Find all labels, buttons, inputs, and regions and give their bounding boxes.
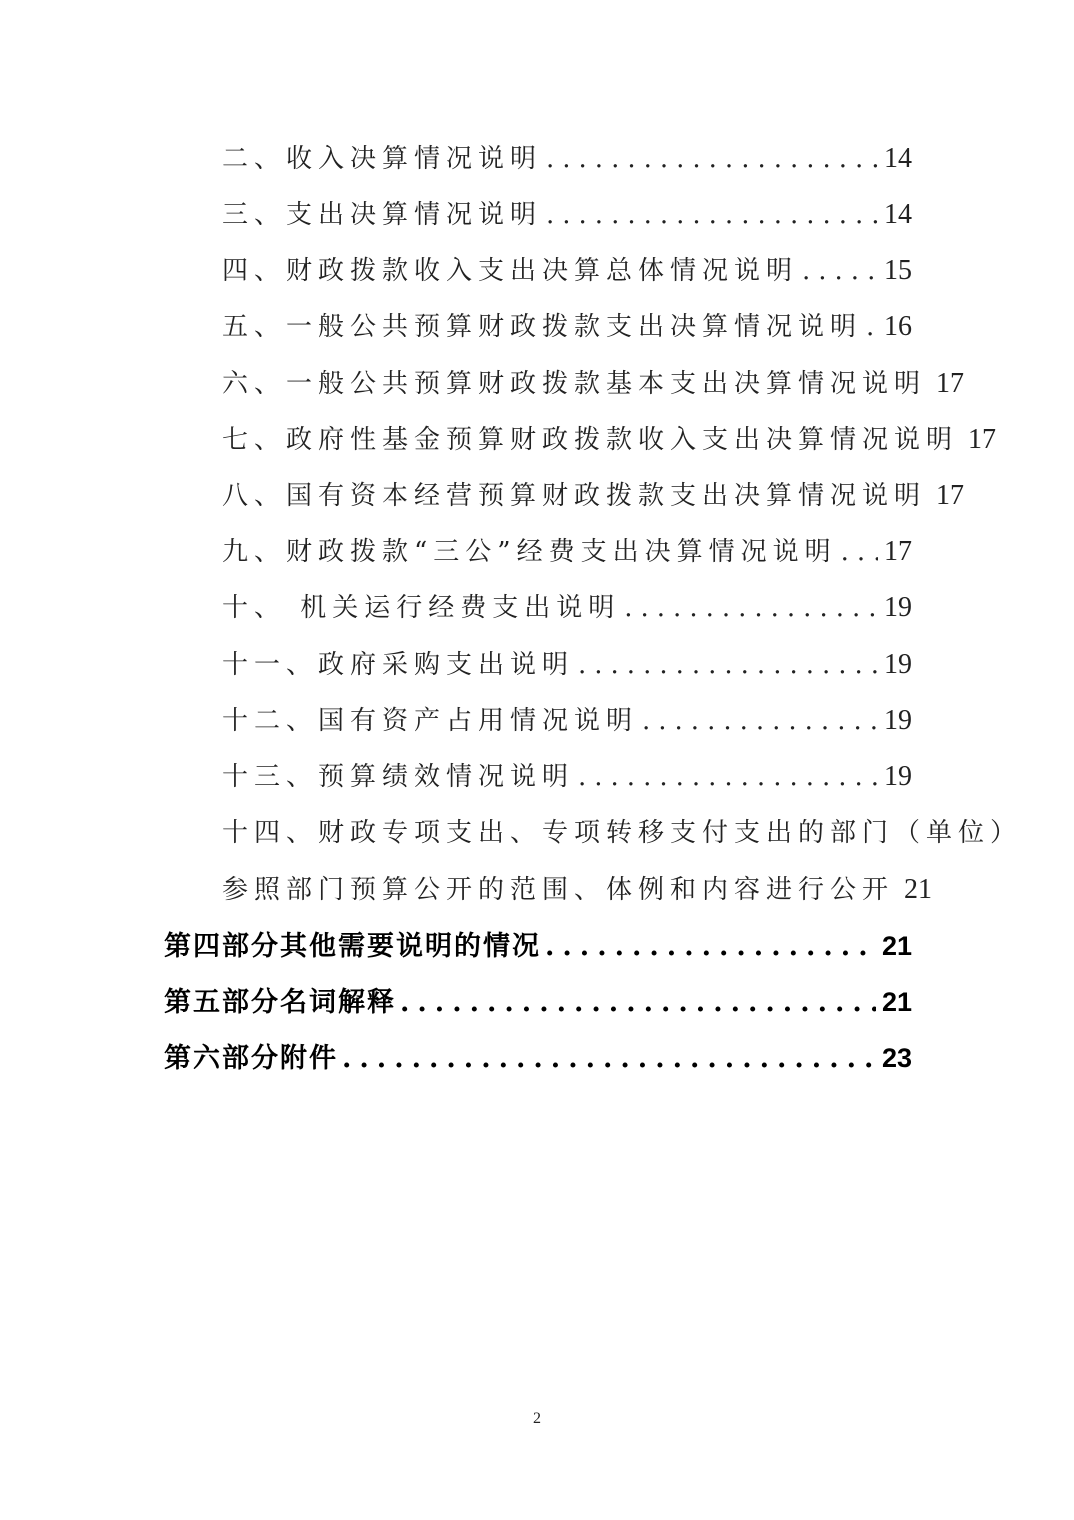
toc-entry[interactable] <box>222 251 912 291</box>
toc-leader-dots <box>342 1039 876 1079</box>
toc-entry-page: 15 <box>884 255 912 286</box>
page-number: 2 <box>533 1410 541 1427</box>
toc-entry-title: 八、国有资本经营预算财政拨款支出决算情况说明 <box>222 481 927 511</box>
toc-entry-page: 19 <box>884 592 912 623</box>
toc-entry-title: 十、 机关运行经费支出说明 <box>222 593 621 623</box>
toc-leader-dots <box>578 645 878 685</box>
toc-leader-dots <box>546 139 878 179</box>
toc-entry-title: 六、一般公共预算财政拨款基本支出决算情况说明 <box>222 369 927 399</box>
toc-leader-dots <box>400 983 876 1023</box>
toc-entry-page: 19 <box>884 761 912 792</box>
toc-entry-title: 参照部门预算公开的范围、体例和内容进行公开 <box>222 875 895 905</box>
toc-entry[interactable] <box>222 645 912 685</box>
toc-entry-page: 17 <box>936 480 965 511</box>
toc-part[interactable] <box>164 926 912 966</box>
toc-entry[interactable] <box>222 307 912 347</box>
toc-entry-title: 九、财政拨款“三公”经费支出决算情况说明 <box>222 537 837 567</box>
toc-entry-page: 17 <box>968 424 997 455</box>
toc-entry-page: 19 <box>884 705 912 736</box>
toc-entry-title: 五、一般公共预算财政拨款支出决算情况说明 <box>222 312 863 342</box>
toc-entry-page: 14 <box>884 199 912 230</box>
toc-entry-title: 二、收入决算情况说明 <box>222 144 543 174</box>
toc-leader-dots <box>841 532 878 572</box>
toc-entry-title: 七、政府性基金预算财政拨款收入支出决算情况说明 <box>222 425 959 455</box>
toc-entry[interactable] <box>222 139 912 179</box>
toc-part[interactable] <box>164 1038 912 1078</box>
toc-entry-page: 16 <box>884 311 912 342</box>
toc-entry-title: 十一、政府采购支出说明 <box>222 650 575 680</box>
toc-entry-title: 十四、财政专项支出、专项转移支付支出的部门（单位） <box>222 818 1023 848</box>
toc-entry[interactable] <box>222 813 1023 853</box>
toc-entry-page: 19 <box>884 649 912 680</box>
toc-part-title: 第五部分名词解释 <box>164 987 396 1018</box>
toc-entry[interactable] <box>222 420 997 460</box>
toc-leader-dots <box>578 757 878 797</box>
toc-entry[interactable] <box>222 701 912 741</box>
toc-part-page: 21 <box>881 931 912 961</box>
toc-part[interactable] <box>164 982 912 1022</box>
toc-part-title: 第六部分附件 <box>164 1043 338 1074</box>
toc-entry-title: 四、财政拨款收入支出决算总体情况说明 <box>222 256 799 286</box>
toc-entry-page: 14 <box>884 143 912 174</box>
toc-part-page: 21 <box>881 987 912 1017</box>
toc-entry-title: 十三、预算绩效情况说明 <box>222 762 575 792</box>
toc-entry[interactable] <box>222 195 912 235</box>
toc-leader-dots <box>546 195 878 235</box>
toc-entry[interactable] <box>222 532 912 572</box>
toc-entry-page: 21 <box>904 874 933 905</box>
toc-part-title: 第四部分其他需要说明的情况 <box>164 931 541 962</box>
toc-entry[interactable] <box>222 364 965 404</box>
toc-entry[interactable] <box>222 476 965 516</box>
toc-entry-page: 17 <box>936 368 965 399</box>
toc-entry[interactable] <box>222 757 912 797</box>
toc-part-page: 23 <box>881 1043 912 1073</box>
toc-leader-dots <box>802 251 878 291</box>
toc-entry-page: 17 <box>884 536 912 567</box>
toc-leader-dots <box>866 307 878 347</box>
toc-leader-dots <box>642 701 878 741</box>
toc-leader-dots <box>545 927 876 967</box>
toc-entry-title: 十二、国有资产占用情况说明 <box>222 706 639 736</box>
toc-leader-dots <box>624 588 878 628</box>
toc-entry[interactable] <box>222 870 933 910</box>
toc-entry-title: 三、支出决算情况说明 <box>222 200 543 230</box>
toc-entry[interactable] <box>222 588 912 628</box>
